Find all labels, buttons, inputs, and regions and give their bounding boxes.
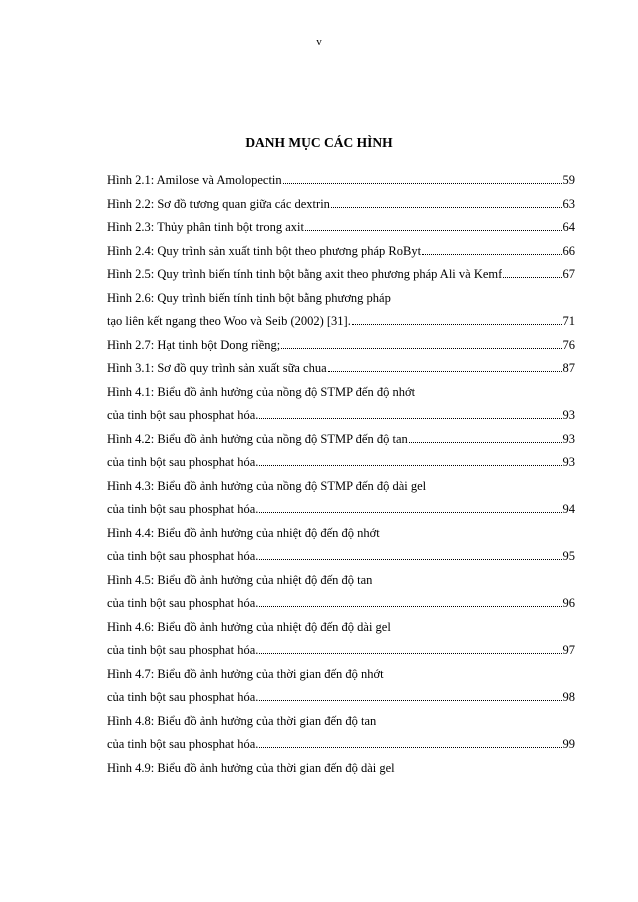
toc-entry xyxy=(107,244,575,268)
toc-entry xyxy=(107,267,575,291)
toc-entry xyxy=(107,596,575,620)
toc-entry-text: Hình 4.6: Biểu đồ ảnh hưởng của nhiệt độ đến độ dài gel xyxy=(107,619,391,634)
toc-entry xyxy=(107,338,575,362)
figure-list xyxy=(107,173,575,784)
toc-entry xyxy=(107,714,575,738)
dot-leader xyxy=(259,605,561,607)
toc-entry xyxy=(107,314,575,338)
toc-entry-text: Hình 4.8: Biểu đồ ảnh hưởng của thời gian đến độ tan xyxy=(107,713,377,728)
toc-entry xyxy=(107,385,575,409)
dot-leader xyxy=(409,441,562,443)
toc-entry-text: Hình 2.6: Quy trình biến tính tinh bột bằng phương pháp xyxy=(107,290,391,305)
toc-entry xyxy=(107,643,575,667)
toc-entry xyxy=(107,408,575,432)
dot-leader xyxy=(259,652,561,654)
toc-entry-text: Hình 2.5: Quy trình biến tính tinh bột bằng axit theo phương pháp Ali và Kemf xyxy=(107,267,503,281)
toc-entry-page: 87 xyxy=(562,361,575,375)
toc-entry-text: Hình 4.5: Biểu đồ ảnh hưởng của nhiệt độ đến độ tan xyxy=(107,572,373,587)
page-number: v xyxy=(316,36,322,48)
toc-entry xyxy=(107,573,575,597)
toc-entry-text: của tinh bột sau phosphat hóa. xyxy=(107,455,259,469)
dot-leader xyxy=(328,370,562,372)
dot-leader xyxy=(503,276,561,278)
toc-entry-page: 67 xyxy=(562,267,575,281)
toc-entry-page: 93 xyxy=(562,431,575,446)
toc-entry xyxy=(107,361,575,385)
toc-entry xyxy=(107,432,575,456)
toc-entry-text: của tinh bột sau phosphat hóa. xyxy=(107,643,259,657)
dot-leader xyxy=(283,182,562,184)
toc-entry xyxy=(107,526,575,550)
toc-entry-page: 93 xyxy=(562,408,575,422)
toc-entry xyxy=(107,455,575,479)
toc-entry-text: tạo liên kết ngang theo Woo và Seib (2002) [31]. xyxy=(107,314,351,328)
toc-entry xyxy=(107,690,575,714)
toc-entry-page: 94 xyxy=(562,502,575,516)
toc-entry xyxy=(107,291,575,315)
toc-entry xyxy=(107,502,575,526)
toc-entry-text: của tinh bột sau phosphat hóa. xyxy=(107,737,259,751)
toc-entry-text: Hình 2.1: Amilose và Amolopectin xyxy=(107,173,282,187)
toc-entry xyxy=(107,620,575,644)
toc-entry-page: 66 xyxy=(562,243,575,258)
toc-entry xyxy=(107,549,575,573)
dot-leader xyxy=(259,558,561,560)
toc-entry-page: 93 xyxy=(562,455,575,469)
dot-leader xyxy=(331,206,562,208)
toc-entry-text: Hình 4.4: Biểu đồ ảnh hưởng của nhiệt độ đến độ nhớt xyxy=(107,525,380,540)
toc-entry-text: Hình 4.7: Biểu đồ ảnh hưởng của thời gian đến độ nhớt xyxy=(107,666,384,681)
toc-entry-page: 63 xyxy=(562,196,575,211)
toc-entry-page: 76 xyxy=(562,337,575,352)
toc-entry xyxy=(107,737,575,761)
dot-leader xyxy=(259,699,561,701)
toc-entry-text: Hình 4.3: Biểu đồ ảnh hưởng của nồng độ STMP đến độ dài gel xyxy=(107,478,427,493)
toc-entry-page: 64 xyxy=(562,220,575,234)
toc-entry-text: của tinh bột sau phosphat hóa. xyxy=(107,690,259,704)
toc-entry-text: của tinh bột sau phosphat hóa. xyxy=(107,596,259,610)
dot-leader xyxy=(259,417,561,419)
toc-entry-page: 95 xyxy=(562,549,575,563)
dot-leader xyxy=(259,511,561,513)
dot-leader xyxy=(259,746,561,748)
toc-entry-page: 96 xyxy=(562,596,575,610)
toc-entry xyxy=(107,220,575,244)
toc-entry-text: Hình 2.4: Quy trình sản xuất tinh bột theo phương pháp RoByt xyxy=(107,243,422,258)
toc-entry-page: 97 xyxy=(562,643,575,657)
dot-leader xyxy=(305,229,562,231)
toc-entry xyxy=(107,761,575,785)
toc-entry-text: Hình 4.1: Biểu đồ ảnh hưởng của nồng độ STMP đến độ nhớt xyxy=(107,384,416,399)
toc-entry-text: Hình 4.9: Biểu đồ ảnh hưởng của thời gian đến độ dài gel xyxy=(107,760,395,775)
dot-leader xyxy=(281,347,561,349)
toc-entry xyxy=(107,479,575,503)
toc-entry-text: Hình 3.1: Sơ đồ quy trình sản xuất sữa chua xyxy=(107,361,327,375)
toc-entry-page: 99 xyxy=(562,737,575,751)
toc-entry xyxy=(107,173,575,197)
toc-entry-page: 71 xyxy=(562,314,575,328)
toc-entry-page: 98 xyxy=(562,690,575,704)
dot-leader xyxy=(422,253,561,255)
toc-entry xyxy=(107,667,575,691)
toc-entry-page: 59 xyxy=(562,173,575,187)
toc-entry xyxy=(107,197,575,221)
toc-entry-text: Hình 2.3: Thủy phân tinh bột trong axit xyxy=(107,220,304,234)
dot-leader xyxy=(259,464,561,466)
toc-entry-text: của tinh bột sau phosphat hóa. xyxy=(107,502,259,516)
toc-entry-text: Hình 4.2: Biểu đồ ảnh hưởng của nồng độ STMP đến độ tan xyxy=(107,431,408,446)
toc-entry-text: Hình 2.7: Hạt tinh bột Dong riềng; xyxy=(107,337,281,352)
dot-leader xyxy=(352,323,562,325)
toc-entry-text: của tinh bột sau phosphat hóa. xyxy=(107,549,259,563)
toc-entry-text: Hình 2.2: Sơ đồ tương quan giữa các dextrin xyxy=(107,196,330,211)
page-title: DANH MỤC CÁC HÌNH xyxy=(245,135,393,150)
toc-entry-text: của tinh bột sau phosphat hóa. xyxy=(107,408,259,422)
